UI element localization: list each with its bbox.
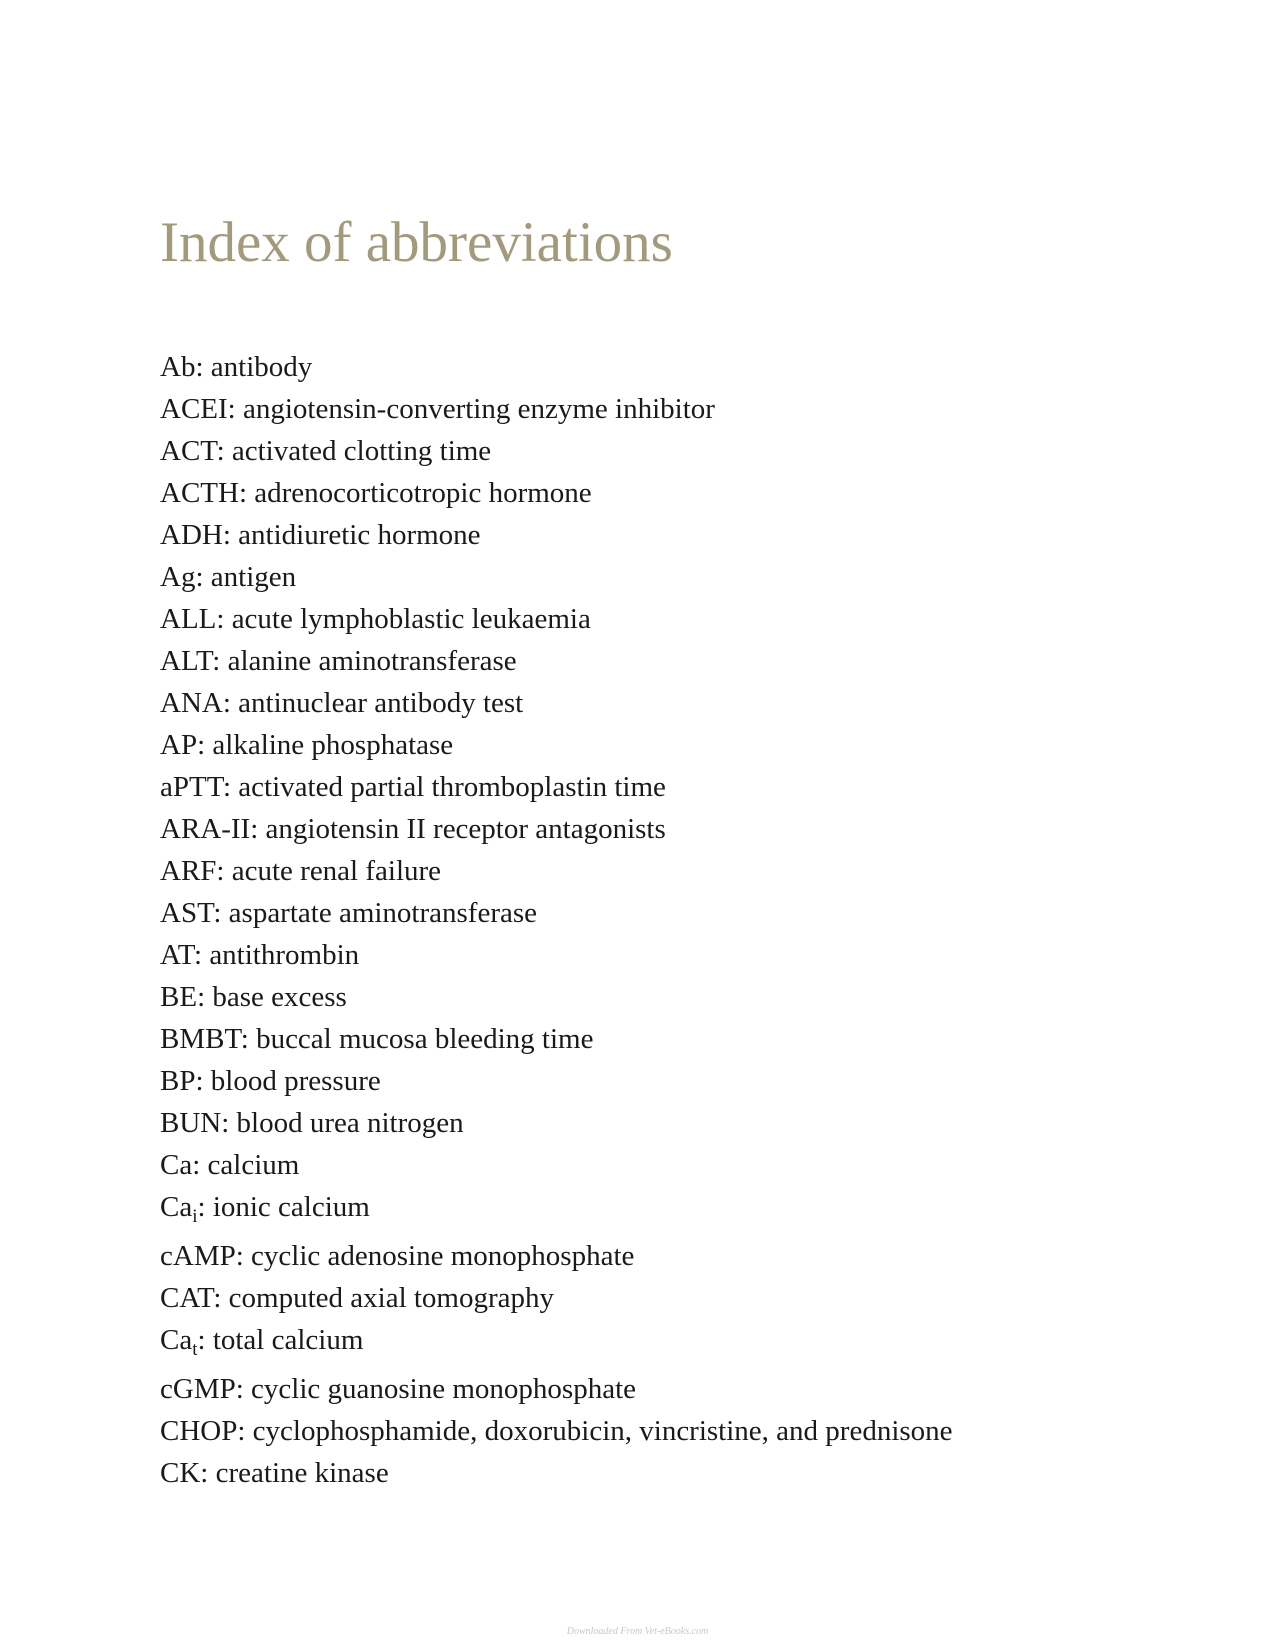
abbreviation-entry: Ca: calcium (160, 1149, 300, 1181)
abbreviation-term: cGMP (160, 1373, 236, 1405)
abbreviation-term: AST (160, 897, 214, 929)
abbreviation-entry: BP: blood pressure (160, 1065, 381, 1097)
abbreviation-definition: antithrombin (209, 939, 360, 971)
abbreviation-entry: BMBT: buccal mucosa bleeding time (160, 1023, 594, 1055)
abbreviation-term: ARA-II (160, 813, 251, 845)
abbreviation-definition: acute lymphoblastic leukaemia (231, 603, 591, 635)
abbreviation-term: ADH (160, 519, 223, 551)
abbreviation-term: ANA (160, 687, 223, 719)
abbreviation-entry: cGMP: cyclic guanosine monophosphate (160, 1373, 637, 1405)
abbreviation-term: BE (160, 981, 198, 1013)
abbreviation-entry: ALT: alanine aminotransferase (160, 645, 517, 677)
abbreviation-entry: ADH: antidiuretic hormone (160, 519, 481, 551)
abbreviation-definition: activated clotting time (231, 435, 492, 467)
abbreviation-entry: CAT: computed axial tomography (160, 1282, 555, 1314)
abbreviation-definition: ionic calcium (212, 1191, 370, 1223)
abbreviation-definition: antigen (210, 561, 297, 593)
abbreviation-definition: antibody (210, 351, 313, 383)
abbreviation-definition: cyclophosphamide, doxorubicin, vincristine, and prednisone (252, 1415, 953, 1447)
abbreviation-term: ARF (160, 855, 217, 887)
abbreviation-definition: blood urea nitrogen (236, 1107, 464, 1139)
abbreviation-term: ACTH (160, 477, 239, 509)
abbreviation-entry: AP: alkaline phosphatase (160, 729, 454, 761)
abbreviation-entry: ACT: activated clotting time (160, 435, 492, 467)
abbreviation-term: Ca (160, 1324, 193, 1356)
abbreviation-term: Ca (160, 1191, 193, 1223)
abbreviation-entry: ARA-II: angiotensin II receptor antagonists (160, 813, 666, 845)
abbreviation-term: ACT (160, 435, 217, 467)
abbreviation-definition: total calcium (212, 1324, 364, 1356)
abbreviation-definition: alkaline phosphatase (212, 729, 454, 761)
abbreviation-term: CHOP (160, 1415, 238, 1447)
abbreviation-definition: creatine kinase (215, 1457, 389, 1489)
abbreviation-list (160, 346, 953, 1494)
abbreviation-entry: $Ca_t$: total calcium (160, 1324, 364, 1360)
abbreviation-term: AP (160, 729, 198, 761)
abbreviation-term: Ag (160, 561, 196, 593)
abbreviation-term: Ab (160, 351, 196, 383)
abbreviation-definition: angiotensin II receptor antagonists (265, 813, 666, 845)
abbreviation-entry: Ab: antibody (160, 351, 313, 383)
abbreviation-definition: cyclic guanosine monophosphate (251, 1373, 637, 1405)
abbreviation-term: ALL (160, 603, 217, 635)
abbreviation-entry: ACTH: adrenocorticotropic hormone (160, 477, 592, 509)
abbreviation-term: BP (160, 1065, 196, 1097)
abbreviation-definition: base excess (212, 981, 347, 1013)
abbreviation-definition: activated partial thromboplastin time (238, 771, 666, 803)
abbreviation-subscript: i (192, 1206, 198, 1227)
abbreviation-definition: blood pressure (210, 1065, 381, 1097)
page-title: Index of abbreviations (160, 211, 673, 274)
abbreviation-entry: ACEI: angiotensin-converting enzyme inhibitor (160, 393, 715, 425)
abbreviation-entry: ALL: acute lymphoblastic leukaemia (160, 603, 591, 635)
abbreviation-entry: cAMP: cyclic adenosine monophosphate (160, 1240, 635, 1272)
abbreviation-definition: alanine aminotransferase (227, 645, 517, 677)
abbreviation-term: ALT (160, 645, 213, 677)
abbreviation-entry: AT: antithrombin (160, 939, 360, 971)
abbreviation-entry: ARF: acute renal failure (160, 855, 442, 887)
abbreviation-entry: ANA: antinuclear antibody test (160, 687, 524, 719)
abbreviation-entry: AST: aspartate aminotransferase (160, 897, 538, 929)
abbreviation-definition: buccal mucosa bleeding time (256, 1023, 594, 1055)
abbreviation-term: BMBT (160, 1023, 241, 1055)
abbreviation-definition: acute renal failure (231, 855, 442, 887)
abbreviation-subscript: t (192, 1339, 198, 1360)
abbreviation-term: Ca (160, 1149, 193, 1181)
footer-watermark: Downloaded From Vet-eBooks.com (566, 1626, 709, 1637)
abbreviation-term: ACEI (160, 393, 228, 425)
abbreviation-definition: adrenocorticotropic hormone (254, 477, 592, 509)
abbreviation-definition: aspartate aminotransferase (228, 897, 538, 929)
abbreviation-definition: antinuclear antibody test (238, 687, 524, 719)
abbreviation-definition: antidiuretic hormone (238, 519, 481, 551)
abbreviation-definition: angiotensin-converting enzyme inhibitor (242, 393, 715, 425)
abbreviation-term: cAMP (160, 1240, 236, 1272)
abbreviation-term: BUN (160, 1107, 222, 1139)
abbreviation-entry: CHOP: cyclophosphamide, doxorubicin, vincristine, and prednisone (160, 1415, 953, 1447)
abbreviation-definition: calcium (207, 1149, 300, 1181)
abbreviation-term: aPTT (160, 771, 223, 803)
abbreviation-entry: aPTT: activated partial thromboplastin time (160, 771, 666, 803)
abbreviation-definition: computed axial tomography (228, 1282, 555, 1314)
abbreviation-term: CAT (160, 1282, 214, 1314)
abbreviation-term: AT (160, 939, 194, 971)
abbreviation-entry: $Ca_i$: ionic calcium (160, 1191, 370, 1227)
abbreviation-entry: Ag: antigen (160, 561, 297, 593)
abbreviation-term: CK (160, 1457, 201, 1489)
abbreviation-definition: cyclic adenosine monophosphate (251, 1240, 635, 1272)
abbreviation-entry: BE: base excess (160, 981, 347, 1013)
abbreviation-entry: BUN: blood urea nitrogen (160, 1107, 464, 1139)
abbreviation-entry: CK: creatine kinase (160, 1457, 389, 1489)
